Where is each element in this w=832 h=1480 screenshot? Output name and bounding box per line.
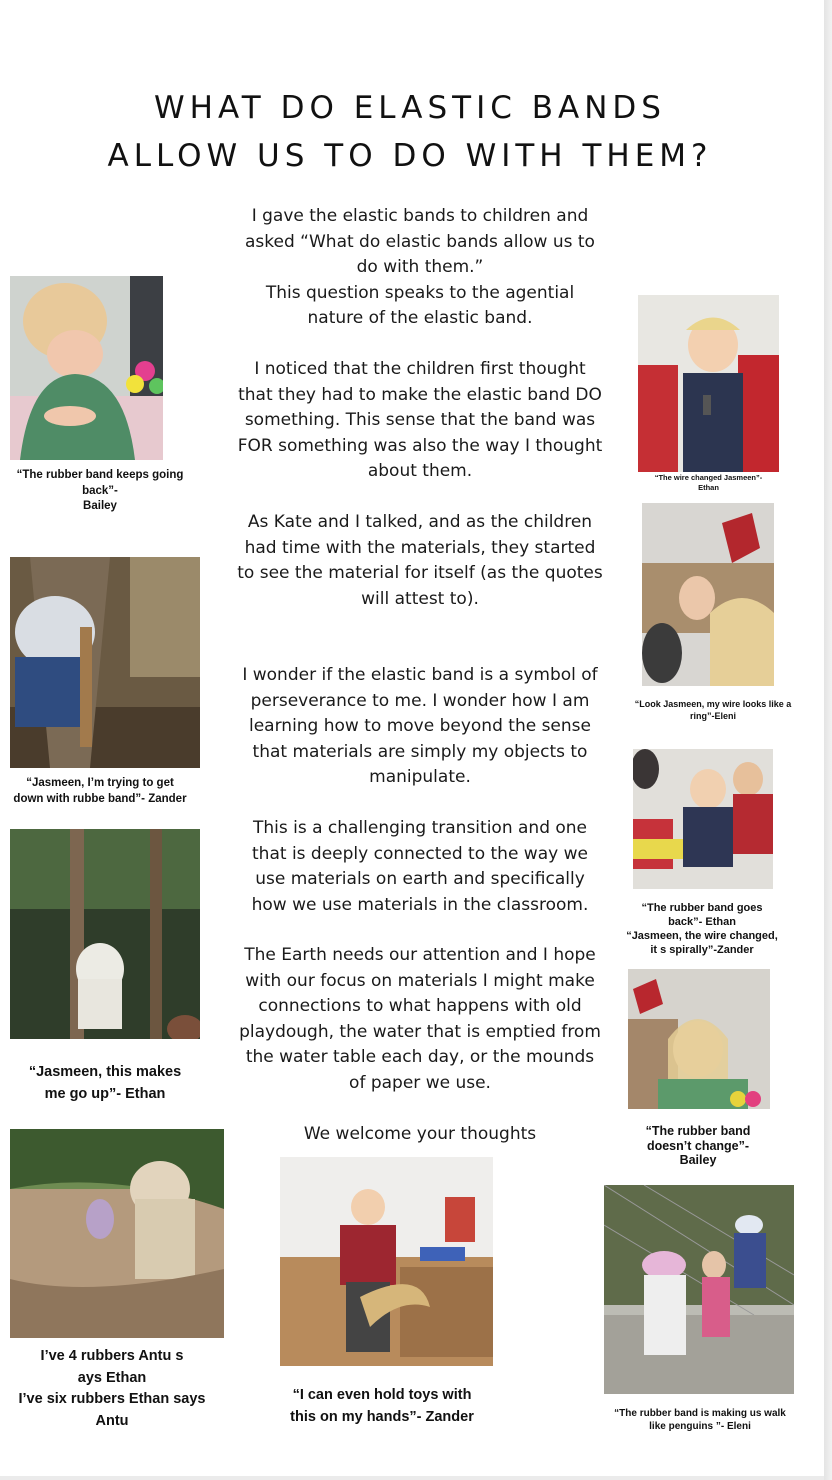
paragraph-earth: The Earth needs our attention and I hope with our focus on materials I might make connections to what happens with old playdough, the water that is emptied from the water table each day, or the mounds of paper we use. — [239, 945, 601, 1093]
caption-ethan-zander-spirally: “The rubber band goes back”- Ethan “Jasmeen, the wire changed, it s spirally”-Zander — [626, 902, 778, 956]
caption-zander-get-down: “Jasmeen, I’m trying to get down with rubbe band”- Zander — [13, 777, 187, 805]
photo-bailey-red-block — [628, 969, 770, 1109]
page-edge-shadow — [824, 0, 832, 1480]
photo-ethan-zander-bands — [633, 749, 773, 889]
page-title: WHAT DO ELASTIC BANDS ALLOW US TO DO WITH THEM? — [107, 90, 713, 174]
caption-bailey-doesnt-change: “The rubber band doesn’t change”- Bailey — [645, 1124, 751, 1167]
photo-bailey-rubber-band — [10, 276, 163, 460]
caption-ethan-go-up: “Jasmeen, this makes me go up”- Ethan — [28, 1064, 182, 1102]
paragraph-kate: As Kate and I talked, and as the children had time with the materials, they started to see the material for itself (as the quotes will attest to). — [237, 512, 603, 609]
photo-zander-tree — [10, 557, 200, 768]
photo-antu-ethan-path — [10, 1129, 224, 1338]
photo-eleni-ring — [642, 503, 774, 686]
caption-eleni-ring: “Look Jasmeen, my wire looks like a ring”-Eleni — [634, 699, 792, 721]
caption-ethan-wire-changed: “The wire changed Jasmeen”- Ethan — [654, 473, 763, 492]
welcome-text: We welcome your thoughts — [303, 1124, 537, 1144]
photo-eleni-penguins — [604, 1185, 794, 1394]
paragraph-transition: This is a challenging transition and one that is deeply connected to the way we use materials on earth and specifically how we use materials in the classroom. — [251, 818, 589, 915]
caption-antu-rubbers: I’ve 4 rubbers Antu s ays Ethan I’ve six rubbers Ethan says Antu — [18, 1348, 206, 1429]
caption-bailey-goes-back: “The rubber band keeps going back”- Bailey — [16, 469, 184, 512]
photo-ethan-tree-climb — [10, 829, 200, 1039]
photo-ethan-wire — [638, 295, 779, 472]
paragraph-noticed: I noticed that the children first thought that they had to make the elastic band DO something. This sense that the band was FOR something was also the way I thought about them. — [237, 359, 603, 481]
paragraph-perseverance: I wonder if the elastic band is a symbol of perseverance to me. I wonder how I am learning how to move beyond the sense that materials are simply my objects to manipulate. — [242, 665, 598, 787]
photo-zander-shelves — [280, 1157, 493, 1366]
caption-zander-hold-toys: “I can even hold toys with this on my hands”- Zander — [290, 1387, 474, 1425]
caption-eleni-penguins: “The rubber band is making us walk like penguins ”- Eleni — [614, 1408, 786, 1432]
paragraph-agential: I gave the elastic bands to children and asked “What do elastic bands allow us to do with them.” This question speaks to the agential nature of the elastic band. — [245, 206, 595, 328]
